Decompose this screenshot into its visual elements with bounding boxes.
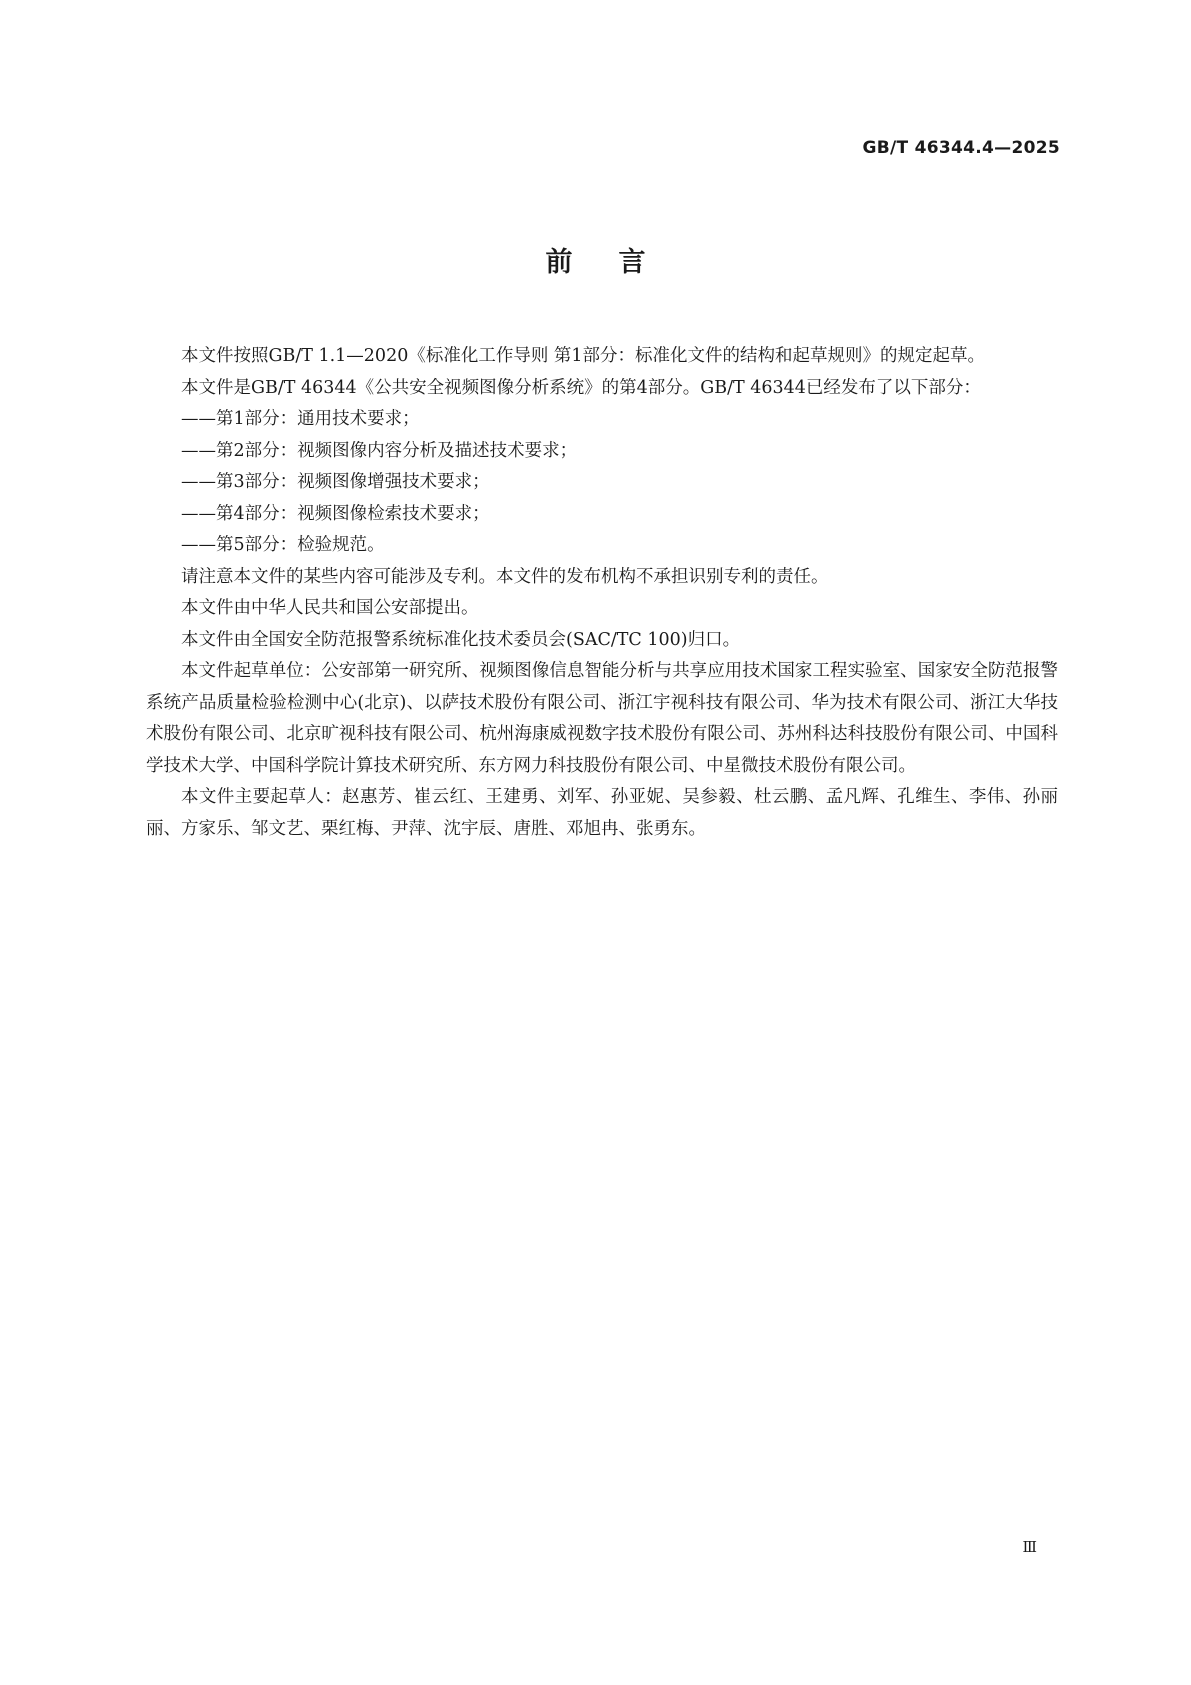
page-number: Ⅲ <box>1022 1538 1037 1556</box>
paragraph-drafting-organizations: 本文件起草单位：公安部第一研究所、视频图像信息智能分析与共享应用技术国家工程实验室、国家安全防范报警系统产品质量检验检测中心(北京)、以萨技术股份有限公司、浙江宇视科技有限公司、华为技术有限公司、浙江大华技术股份有限公司、北京旷视科技有限公司、杭州海康威视数字技术股份有限公司、苏州科达科技股份有限公司、中国科学技术大学、中国科学院计算技术研究所、东方网力科技股份有限公司、中星微技术股份有限公司。 <box>146 661 1058 776</box>
list-item-part-3: ——第3部分：视频图像增强技术要求； <box>181 472 490 492</box>
list-item-part-4: ——第4部分：视频图像检索技术要求； <box>181 503 490 524</box>
paragraph-technical-committee: 本文件由全国安全防范报警系统标准化技术委员会(SAC/TC 100)归口。 <box>181 629 741 650</box>
page-title: 前言 <box>545 247 692 278</box>
list-item-part-1: ——第1部分：通用技术要求； <box>181 409 420 429</box>
paragraph-drafters: 本文件主要起草人：赵惠芳、崔云红、王建勇、刘军、孙亚妮、吴参毅、杜云鹏、孟凡辉、孔维生、李伟、孙丽丽、方家乐、邹文艺、栗红梅、尹萍、沈宇辰、唐胜、邓旭冉、张勇东。 <box>146 787 1058 839</box>
foreword-body <box>146 341 1058 845</box>
standard-number: GB/T 46344.4—2025 <box>862 138 1060 158</box>
paragraph-series-intro: 本文件是GB/T 46344《公共安全视频图像分析系统》的第4部分。GB/T 46344已经发布了以下部分： <box>181 377 981 398</box>
list-item-part-5: ——第5部分：检验规范。 <box>181 535 385 555</box>
list-item-part-2: ——第2部分：视频图像内容分析及描述技术要求； <box>181 440 578 461</box>
paragraph-drafting-basis: 本文件按照GB/T 1.1—2020《标准化工作导则 第1部分：标准化文件的结构和起草规则》的规定起草。 <box>181 346 986 366</box>
paragraph-proposer: 本文件由中华人民共和国公安部提出。 <box>181 598 479 618</box>
paragraph-patent-notice: 请注意本文件的某些内容可能涉及专利。本文件的发布机构不承担识别专利的责任。 <box>181 566 829 587</box>
